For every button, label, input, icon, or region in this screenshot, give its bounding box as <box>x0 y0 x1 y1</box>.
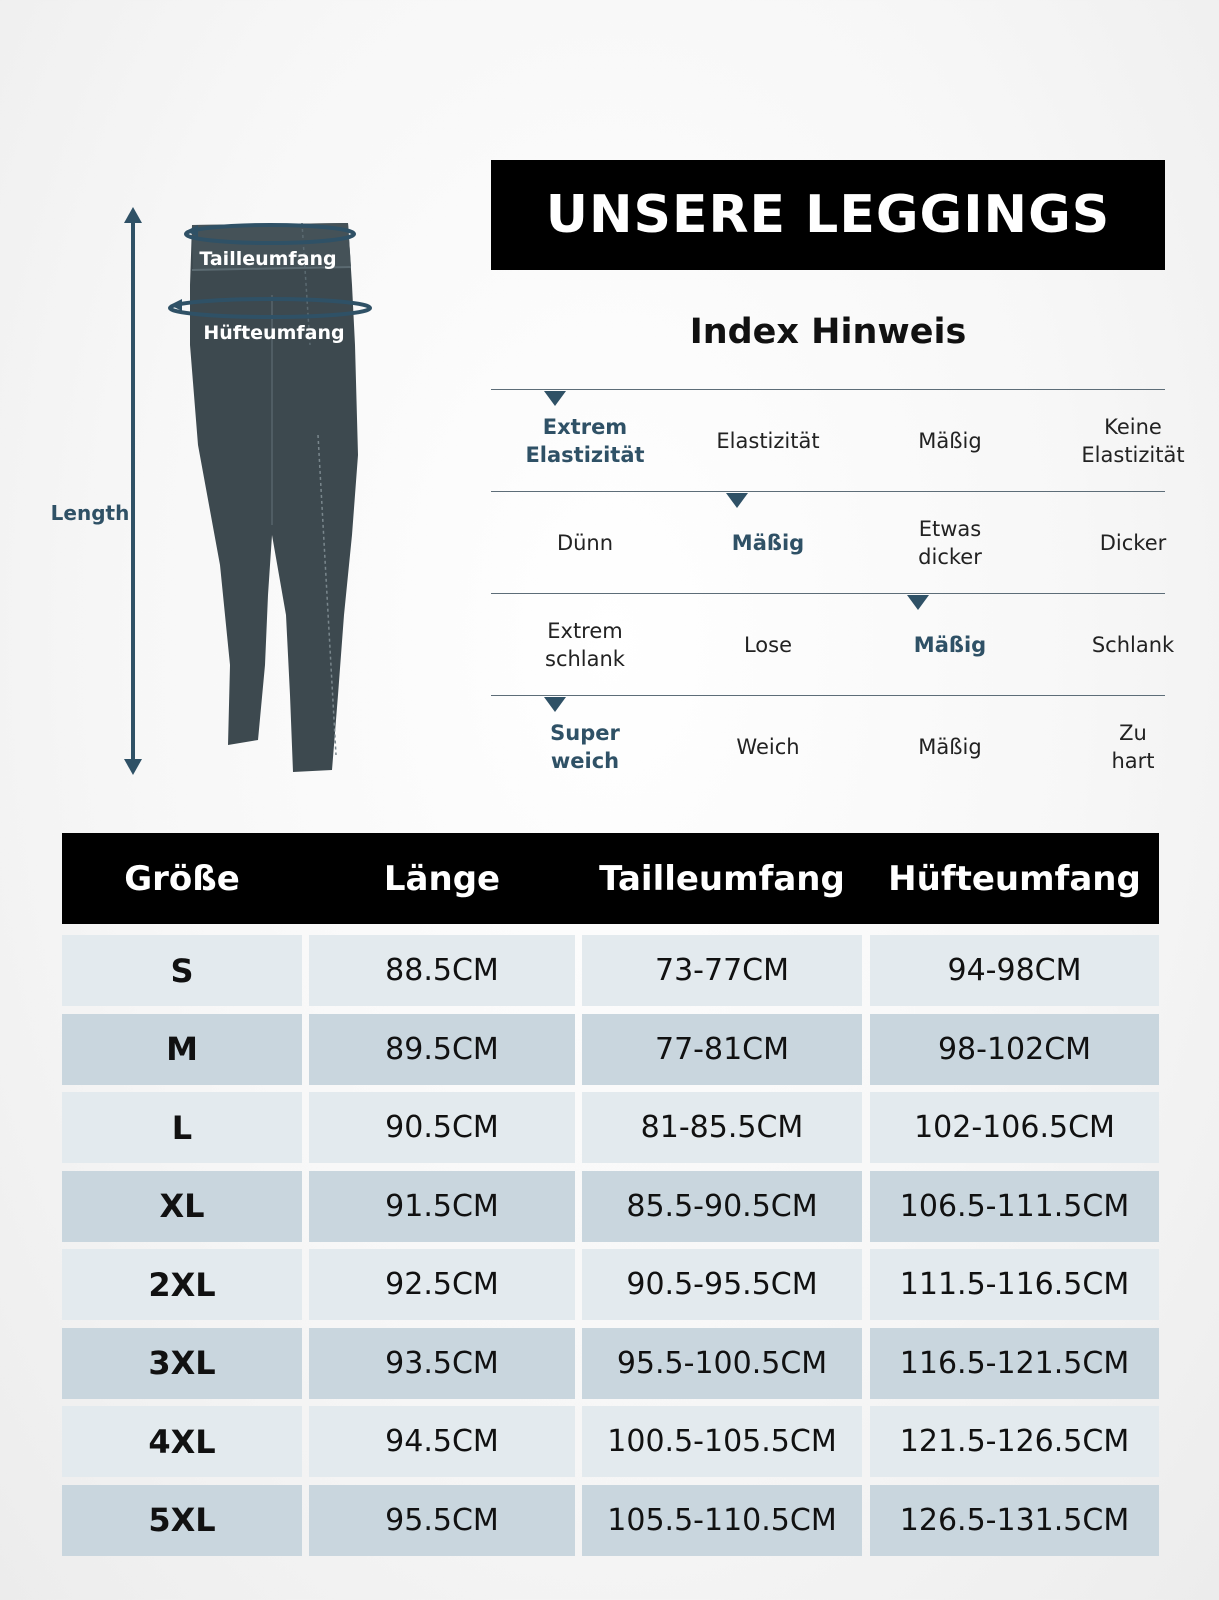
size-cell: 4XL <box>62 1406 302 1477</box>
leggings-illustration <box>40 195 440 795</box>
index-cell: Schlank <box>1091 633 1175 657</box>
page-title: UNSERE LEGGINGS <box>545 185 1111 245</box>
header-waist: Tailleumfang <box>599 858 845 899</box>
index-row <box>491 695 1165 798</box>
hip-cell: 126.5-131.5CM <box>870 1485 1159 1556</box>
selection-marker-icon <box>907 595 929 610</box>
length-cell: 91.5CM <box>309 1171 575 1242</box>
index-row <box>491 389 1185 492</box>
index-cell-selected: Mäßig <box>731 531 805 555</box>
index-cell-selected: Mäßig <box>913 633 987 657</box>
header-hip: Hüfteumfang <box>888 858 1141 899</box>
waist-cell: 81-85.5CM <box>582 1092 862 1163</box>
length-cell: 94.5CM <box>309 1406 575 1477</box>
table-row <box>62 1328 1159 1399</box>
size-cell: XL <box>62 1171 302 1242</box>
size-cell: S <box>62 935 302 1006</box>
waist-cell: 100.5-105.5CM <box>582 1406 862 1477</box>
index-cell: Zu hart <box>1111 721 1155 773</box>
hip-cell: 98-102CM <box>870 1014 1159 1085</box>
waist-cell: 73-77CM <box>582 935 862 1006</box>
length-cell: 90.5CM <box>309 1092 575 1163</box>
index-heading: Index Hinweis <box>689 312 967 352</box>
index-cell: Elastizität <box>716 429 820 453</box>
selection-marker-icon <box>544 391 566 406</box>
waist-cell: 85.5-90.5CM <box>582 1171 862 1242</box>
hip-cell: 111.5-116.5CM <box>870 1249 1159 1320</box>
hip-cell: 121.5-126.5CM <box>870 1406 1159 1477</box>
length-cell: 92.5CM <box>309 1249 575 1320</box>
table-row <box>62 1014 1159 1085</box>
size-table-header <box>62 833 1159 924</box>
size-cell: 5XL <box>62 1485 302 1556</box>
size-cell: M <box>62 1014 302 1085</box>
selection-marker-icon <box>544 697 566 712</box>
length-cell: 89.5CM <box>309 1014 575 1085</box>
index-cell: Lose <box>743 633 793 657</box>
length-cell: 93.5CM <box>309 1328 575 1399</box>
table-row <box>62 1406 1159 1477</box>
table-row <box>62 1092 1159 1163</box>
hip-label: Hüfteumfang <box>203 322 345 344</box>
index-cell: Etwas dicker <box>918 517 982 569</box>
waist-cell: 77-81CM <box>582 1014 862 1085</box>
length-cell: 95.5CM <box>309 1485 575 1556</box>
leggings-shape <box>190 223 358 772</box>
index-cell: Extrem schlank <box>545 619 625 671</box>
table-row <box>62 1249 1159 1320</box>
table-row <box>62 1171 1159 1242</box>
index-cell: Mäßig <box>918 735 982 759</box>
size-cell: L <box>62 1092 302 1163</box>
title-banner <box>491 160 1165 270</box>
index-cell: Dünn <box>556 531 614 555</box>
size-cell: 2XL <box>62 1249 302 1320</box>
index-cell: Mäßig <box>918 429 982 453</box>
length-cell: 88.5CM <box>309 935 575 1006</box>
hip-cell: 106.5-111.5CM <box>870 1171 1159 1242</box>
waist-cell: 90.5-95.5CM <box>582 1249 862 1320</box>
size-cell: 3XL <box>62 1328 302 1399</box>
index-cell-selected: Super weich <box>550 721 620 773</box>
index-cell: Weich <box>736 735 800 759</box>
index-cell-selected: Extrem Elastizität <box>525 415 645 467</box>
table-row <box>62 1485 1159 1556</box>
hip-cell: 102-106.5CM <box>870 1092 1159 1163</box>
length-arrow-bottom <box>124 759 142 775</box>
header-length: Länge <box>383 858 501 899</box>
index-grid <box>491 389 1185 799</box>
waist-label: Tailleumfang <box>199 248 337 270</box>
length-arrow-top <box>124 207 142 223</box>
index-cell: Keine Elastizität <box>1081 415 1185 467</box>
hip-cell: 116.5-121.5CM <box>870 1328 1159 1399</box>
length-label: Length <box>50 501 130 525</box>
table-row <box>62 935 1159 1006</box>
index-row <box>491 491 1165 594</box>
leggings-diagram <box>40 195 440 795</box>
index-cell: Dicker <box>1099 531 1167 555</box>
index-row <box>491 593 1175 696</box>
waist-cell: 105.5-110.5CM <box>582 1485 862 1556</box>
waist-cell: 95.5-100.5CM <box>582 1328 862 1399</box>
hip-cell: 94-98CM <box>870 935 1159 1006</box>
header-size: Größe <box>124 858 240 899</box>
selection-marker-icon <box>726 493 748 508</box>
